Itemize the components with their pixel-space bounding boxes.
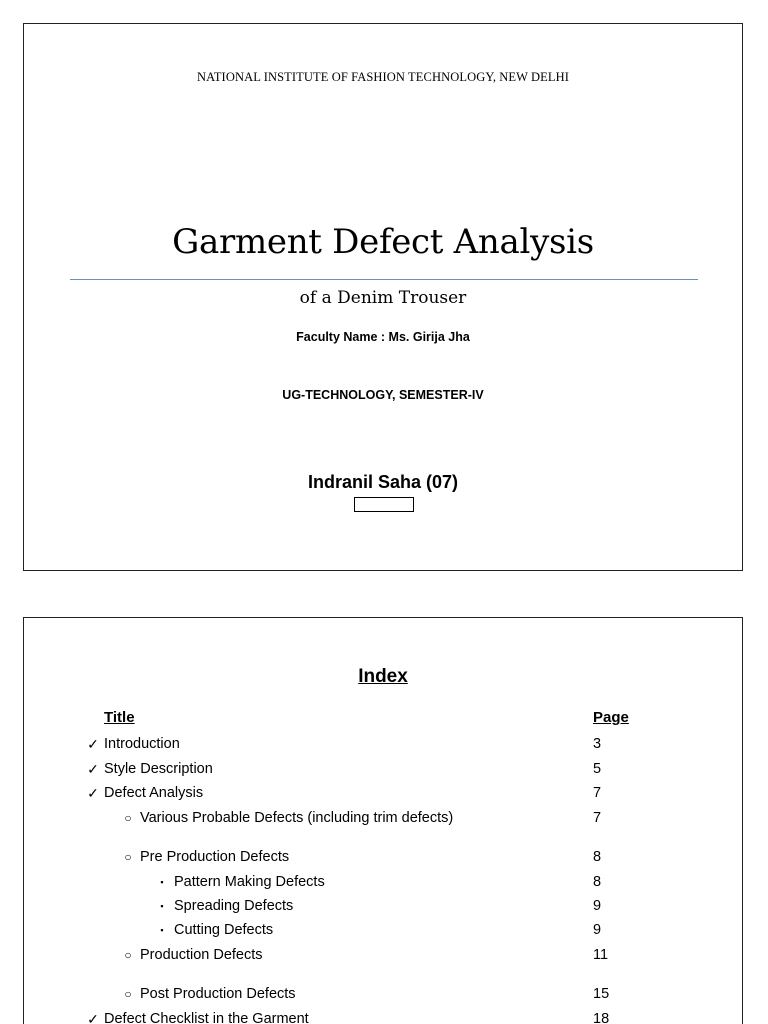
index-page xyxy=(23,617,743,1024)
index-entry xyxy=(24,984,742,1004)
square-bullet-icon: ▪ xyxy=(160,901,164,911)
index-entry-title: Defect Checklist in the Garment xyxy=(104,1011,309,1024)
square-bullet-icon: ▪ xyxy=(160,925,164,935)
index-entry xyxy=(24,896,742,916)
circle-bullet-icon: ○ xyxy=(124,948,132,962)
index-entry-title: Pattern Making Defects xyxy=(174,874,325,890)
title-divider xyxy=(70,279,698,280)
index-heading: Index xyxy=(358,666,408,687)
index-entry-page: 9 xyxy=(593,898,602,914)
index-entry-page: 18 xyxy=(593,1011,610,1024)
square-bullet-icon: ▪ xyxy=(160,877,164,887)
document-title: Garment Defect Analysis xyxy=(172,222,594,262)
circle-bullet-icon: ○ xyxy=(124,987,132,1001)
index-entry xyxy=(24,920,742,940)
index-entry-page: 8 xyxy=(593,874,602,890)
circle-bullet-icon: ○ xyxy=(124,811,132,825)
index-entry xyxy=(24,783,742,803)
index-entry-title: Post Production Defects xyxy=(140,986,296,1002)
index-entry xyxy=(24,734,742,754)
index-entry-title: Various Probable Defects (including trim defects) xyxy=(140,810,454,826)
index-entry-page: 3 xyxy=(593,736,602,752)
institute-name: NATIONAL INSTITUTE OF FASHION TECHNOLOGY, NEW DELHI xyxy=(196,70,570,84)
title-column-header: Title xyxy=(104,709,135,726)
index-entry xyxy=(24,808,742,828)
index-entry xyxy=(24,945,742,965)
index-entry-page: 8 xyxy=(593,849,602,865)
index-entry-title: Style Description xyxy=(104,761,213,777)
check-icon: ✓ xyxy=(87,761,99,777)
index-entry-page: 11 xyxy=(593,947,609,963)
index-entry-title: Spreading Defects xyxy=(174,898,294,914)
index-entry-title: Cutting Defects xyxy=(174,922,274,938)
check-icon: ✓ xyxy=(87,785,99,801)
page-column-header: Page xyxy=(593,709,629,726)
index-entry xyxy=(24,1009,742,1024)
index-entry xyxy=(24,872,742,892)
index-entry xyxy=(24,759,742,779)
index-entry-page: 5 xyxy=(593,761,602,777)
index-entry-title: Production Defects xyxy=(140,947,263,963)
author-name: Indranil Saha (07) xyxy=(307,472,459,492)
index-entry-page: 9 xyxy=(593,922,602,938)
course-name: UG-TECHNOLOGY, SEMESTER-IV xyxy=(282,388,484,402)
circle-bullet-icon: ○ xyxy=(124,850,132,864)
index-entry-title: Defect Analysis xyxy=(104,785,204,801)
faculty-name: Faculty Name : Ms. Girija Jha xyxy=(296,330,470,344)
document-subtitle: of a Denim Trouser xyxy=(299,288,467,308)
index-entry-page: 15 xyxy=(593,986,610,1002)
index-entry-title: Pre Production Defects xyxy=(140,849,290,865)
index-entry-title: Introduction xyxy=(104,736,180,752)
check-icon: ✓ xyxy=(87,736,99,752)
index-entry-page: 7 xyxy=(593,785,602,801)
check-icon: ✓ xyxy=(87,1011,99,1024)
index-entry-page: 7 xyxy=(593,810,602,826)
empty-text-box xyxy=(354,497,414,512)
cover-page xyxy=(23,23,743,571)
index-entry xyxy=(24,847,742,867)
